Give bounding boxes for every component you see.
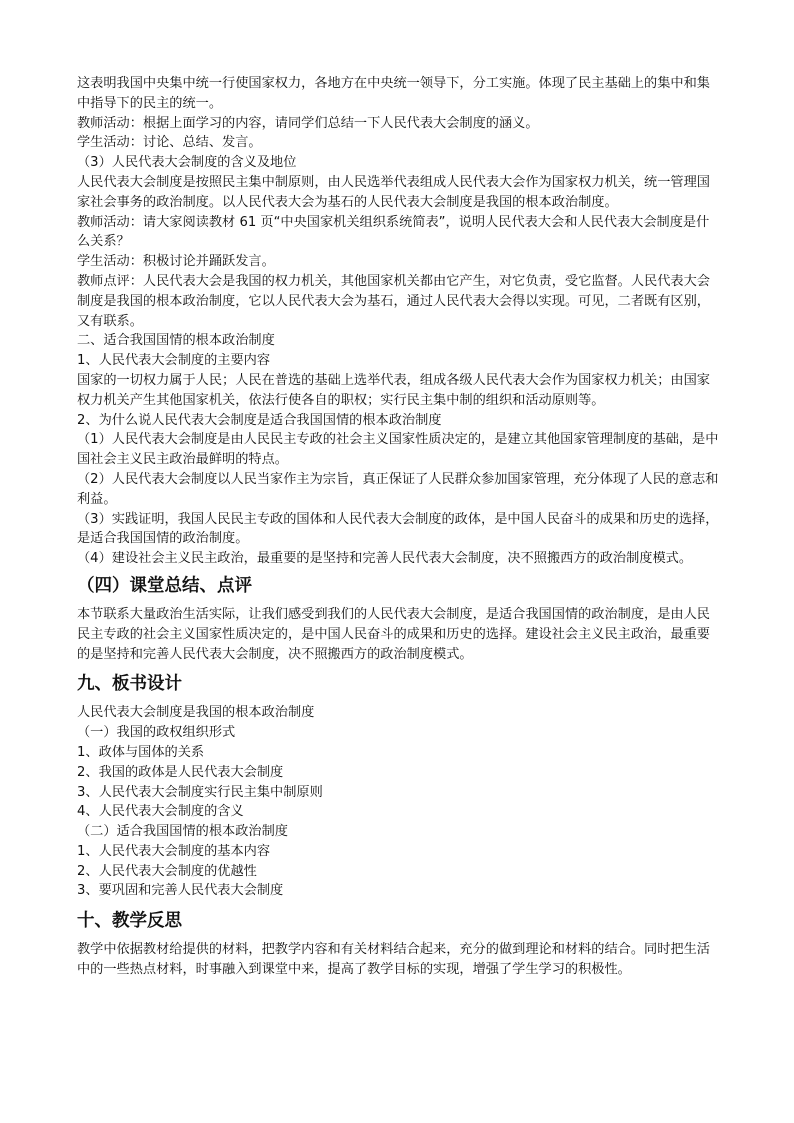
paragraph: 二、适合我国国情的根本政治制度 <box>77 333 275 349</box>
board-line: （一）我国的政权组织形式 <box>77 725 236 741</box>
paragraph: （2）人民代表大会制度以人民当家作主为宗旨，真正保证了人民群众参加国家管理，充分体现了人民的意志和利益。 <box>77 471 719 507</box>
paragraph: 学生活动：讨论、总结、发言。 <box>77 135 262 151</box>
paragraph: 1、人民代表大会制度的主要内容 <box>77 353 271 369</box>
board-line: 3、要巩固和完善人民代表大会制度 <box>77 883 284 899</box>
section-heading-reflection: 十、教学反思 <box>77 911 182 932</box>
paragraph: （3）实践证明，我国人民民主专政的国体和人民代表大会制度的政体，是中国人民奋斗的成果和历史的选择，是适合我国国情的政治制度。 <box>77 511 719 547</box>
board-line: 3、人民代表大会制度实行民主集中制原则 <box>77 784 323 800</box>
paragraph: 国家的一切权力属于人民；人民在普选的基础上选举代表，组成各级人民代表大会作为国家权力机关；由国家权力机关产生其他国家机关，依法行使各自的职权；实行民主集中制的组织和活动原则等。 <box>77 372 710 408</box>
board-line: 人民代表大会制度是我国的根本政治制度 <box>77 705 315 721</box>
paragraph: 学生活动：积极讨论并踊跃发言。 <box>77 254 275 270</box>
board-line: （二）适合我国国情的根本政治制度 <box>77 824 288 840</box>
paragraph: （3）人民代表大会制度的含义及地位 <box>77 155 297 171</box>
board-line: 1、人民代表大会制度的基本内容 <box>77 843 271 859</box>
paragraph: 本节联系大量政治生活实际，让我们感受到我们的人民代表大会制度，是适合我国国情的政治制度，是由人民民主专政的社会主义国家性质决定的，是中国人民奋斗的成果和历史的选择。建设社会主义民主政治，最重要的是坚持和完善人民代表大会制度，决不照搬西方的政治制度模式。 <box>77 606 710 662</box>
paragraph: 教学中依据教材给提供的材料，把教学内容和有关材料结合起来，充分的做到理论和材料的结合。同时把生活中的一些热点材料，时事融入到课堂中来，提高了教学目标的实现，增强了学生学习的积极性。 <box>77 942 710 978</box>
paragraph: 2、为什么说人民代表大会制度是适合我国国情的根本政治制度 <box>77 412 442 428</box>
section-heading-board-design: 九、板书设计 <box>77 674 182 695</box>
section-heading-summary: （四）课堂总结、点评 <box>77 575 252 596</box>
paragraph: 人民代表大会制度是按照民主集中制原则，由人民选举代表组成人民代表大会作为国家权力机关，统一管理国家社会事务的政治制度。以人民代表大会为基石的人民代表大会制度是我国的根本政治制度。 <box>77 174 710 210</box>
paragraph: 这表明我国中央集中统一行使国家权力，各地方在中央统一领导下，分工实施。体现了民主基础上的集中和集中指导下的民主的统一。 <box>77 76 710 111</box>
paragraph: （4）建设社会主义民主政治，最重要的是坚持和完善人民代表大会制度，决不照搬西方的政治制度模式。 <box>77 551 693 567</box>
paragraph: （1）人民代表大会制度是由人民民主专政的社会主义国家性质决定的，是建立其他国家管理制度的基础，是中国社会主义民主政治最鲜明的特点。 <box>77 432 719 468</box>
board-line: 1、政体与国体的关系 <box>77 744 205 760</box>
board-line: 2、人民代表大会制度的优越性 <box>77 863 257 879</box>
document-page <box>77 74 719 980</box>
paragraph: 教师活动：请大家阅读教材 61 页“中央国家机关组织系统简表”，说明人民代表大会和人民代表大会制度是什么关系？ <box>77 214 710 250</box>
paragraph: 教师点评：人民代表大会是我国的权力机关，其他国家机关都由它产生，对它负责，受它监督。人民代表大会制度是我国的根本政治制度，它以人民代表大会为基石，通过人民代表大会得以实现。可见，二者既有区别，又有联系。 <box>77 273 710 329</box>
board-line: 2、我国的政体是人民代表大会制度 <box>77 764 284 780</box>
board-line: 4、人民代表大会制度的含义 <box>77 804 244 820</box>
paragraph: 教师活动：根据上面学习的内容，请同学们总结一下人民代表大会制度的涵义。 <box>77 115 539 131</box>
